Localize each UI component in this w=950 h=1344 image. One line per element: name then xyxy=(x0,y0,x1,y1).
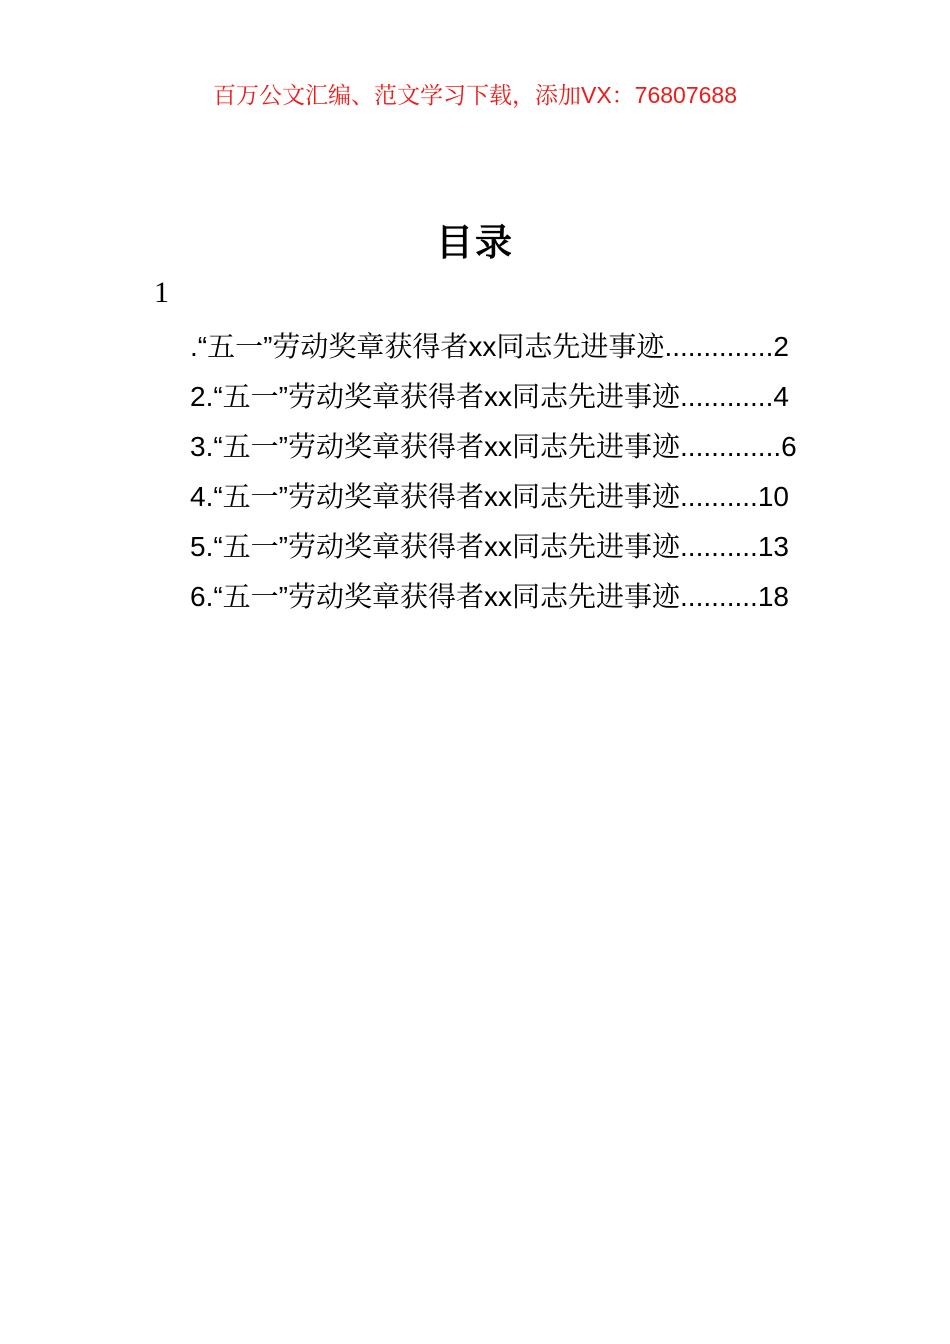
toc-list xyxy=(190,322,820,622)
toc-entry-label: 6.“五一”劳动奖章获得者xx同志先进事迹 xyxy=(190,581,681,612)
toc-entry-page: 4 xyxy=(773,381,789,412)
toc-entry-1[interactable] xyxy=(190,322,820,372)
toc-leader-dots: ............. xyxy=(680,431,782,462)
toc-entry-label: .“五一”劳动奖章获得者xx同志先进事迹 xyxy=(190,331,665,362)
toc-leader-dots: ............ xyxy=(680,381,774,412)
toc-entry-page: 10 xyxy=(757,481,789,512)
toc-title: 目录 xyxy=(436,222,514,263)
stray-line-number: 1 xyxy=(154,276,169,309)
toc-leader-dots: .......... xyxy=(680,481,758,512)
toc-leader-dots: .............. xyxy=(664,331,774,362)
toc-entry-5[interactable] xyxy=(190,522,820,572)
toc-entry-page: 13 xyxy=(757,531,789,562)
toc-entry-label: 3.“五一”劳动奖章获得者xx同志先进事迹 xyxy=(190,431,681,462)
toc-entry-page: 18 xyxy=(757,581,789,612)
header-notice: 百万公文汇编、范文学习下载，添加VX：76807688 xyxy=(212,82,737,108)
toc-leader-dots: .......... xyxy=(680,531,758,562)
toc-entry-label: 4.“五一”劳动奖章获得者xx同志先进事迹 xyxy=(190,481,681,512)
toc-entry-6[interactable] xyxy=(190,572,820,622)
toc-entry-4[interactable] xyxy=(190,472,820,522)
toc-entry-2[interactable] xyxy=(190,372,820,422)
toc-entry-label: 2.“五一”劳动奖章获得者xx同志先进事迹 xyxy=(190,381,681,412)
toc-entry-page: 2 xyxy=(773,331,789,362)
toc-entry-label: 5.“五一”劳动奖章获得者xx同志先进事迹 xyxy=(190,531,681,562)
toc-entry-page: 6 xyxy=(781,431,797,462)
toc-entry-3[interactable] xyxy=(190,422,820,472)
toc-leader-dots: .......... xyxy=(680,581,758,612)
